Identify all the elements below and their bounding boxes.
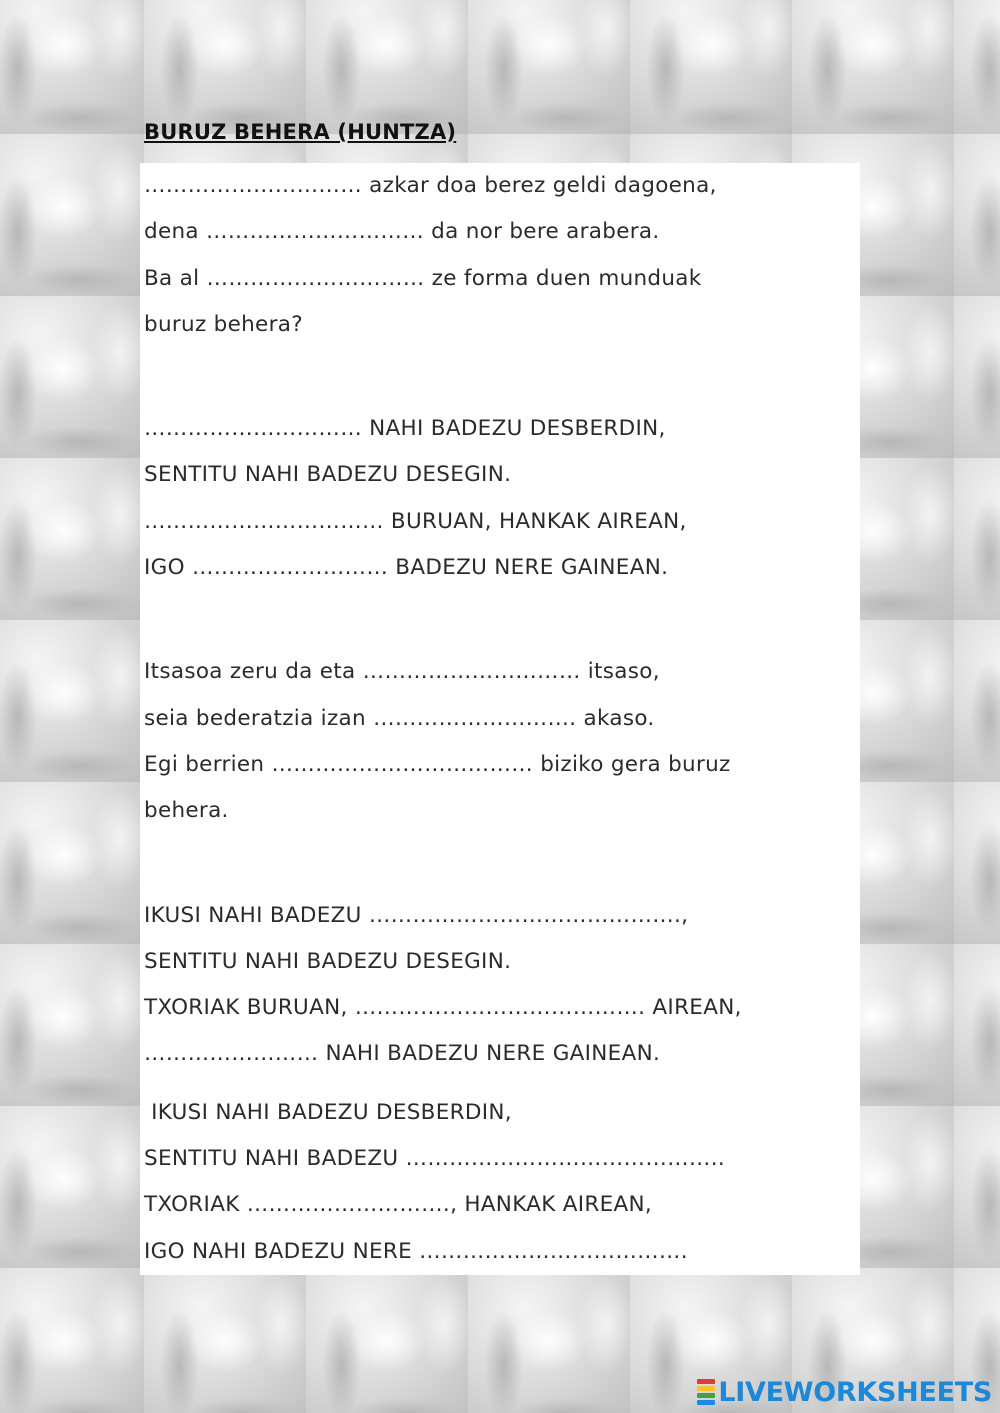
lyric-line: Ba al ………………………… ze forma duen munduak	[144, 265, 702, 291]
lyric-line: Egi berrien ……………………………… biziko gera buruz	[144, 751, 731, 777]
lyric-line: TXORIAK BURUAN, …………………………………. AIREAN,	[144, 995, 742, 1021]
stanza-2	[144, 406, 854, 591]
lyric-line: Itsasoa zeru da eta ………………………… itsaso,	[144, 659, 660, 685]
lyric-line: SENTITU NAHI BADEZU DESEGIN.	[144, 462, 512, 488]
lyric-line: behera.	[144, 798, 229, 824]
stanza-3	[144, 649, 854, 834]
stanza-spacer	[144, 348, 854, 406]
lyric-line: SENTITU NAHI BADEZU ……………………………………..	[144, 1146, 725, 1172]
liveworksheets-logo	[697, 1377, 992, 1407]
lyric-line: buruz behera?	[144, 311, 303, 337]
lyrics-body	[144, 163, 854, 1275]
stanza-5	[144, 1090, 854, 1275]
lyric-line: TXORIAK ………………………., HANKAK AIREAN,	[144, 1192, 653, 1218]
stanza-spacer	[144, 835, 854, 893]
logo-badge-icon	[697, 1379, 715, 1405]
page-title: BURUZ BEHERA (HUNTZA)	[144, 120, 457, 144]
lyric-line: IGO NAHI BADEZU NERE ……………………………….	[144, 1238, 688, 1264]
stanza-1	[144, 163, 854, 348]
logo-text: LIVEWORKSHEETS	[718, 1376, 992, 1408]
lyric-line: ………………………… azkar doa berez geldi dagoena,	[144, 173, 717, 198]
stanza-spacer	[144, 1078, 854, 1090]
logo-stripe	[697, 1400, 715, 1405]
lyric-line: IGO ……………………… BADEZU NERE GAINEAN.	[144, 555, 669, 581]
stanza-4	[144, 893, 854, 1078]
lyric-line: dena ………………………… da nor bere arabera.	[144, 219, 660, 245]
logo-stripe	[697, 1386, 715, 1391]
stanza-spacer	[144, 591, 854, 649]
lyric-line: IKUSI NAHI BADEZU …………………………………….,	[144, 902, 689, 928]
logo-stripe	[697, 1379, 715, 1384]
lyric-line: SENTITU NAHI BADEZU DESEGIN.	[144, 948, 512, 974]
lyric-line: …………………………… BURUAN, HANKAK AIREAN,	[144, 508, 687, 534]
lyric-line: seia bederatzia izan ………………………. akaso.	[144, 705, 655, 731]
logo-stripe	[697, 1393, 715, 1398]
lyric-line: IKUSI NAHI BADEZU DESBERDIN,	[144, 1099, 512, 1125]
lyric-line: …………………… NAHI BADEZU NERE GAINEAN.	[144, 1041, 661, 1067]
lyric-line: ………………………… NAHI BADEZU DESBERDIN,	[144, 416, 666, 442]
